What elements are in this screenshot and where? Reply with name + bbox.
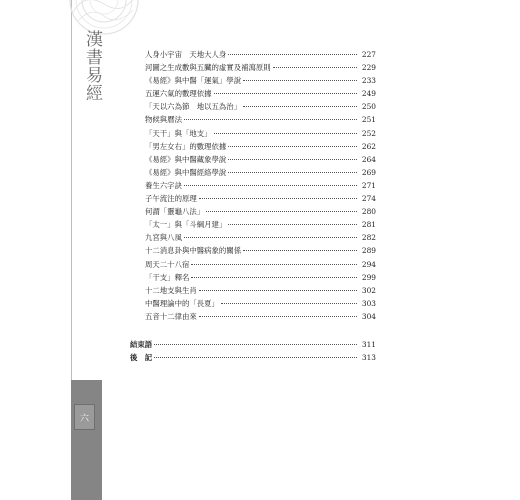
dot-leader bbox=[199, 198, 357, 199]
dot-leader bbox=[199, 290, 357, 291]
toc-entry-page: 250 bbox=[361, 102, 376, 112]
dot-leader bbox=[154, 357, 357, 358]
toc-entry-page: 299 bbox=[361, 272, 376, 282]
toc-entry-page: 302 bbox=[361, 285, 376, 295]
toc-entry bbox=[130, 284, 376, 297]
toc-entry-title: 「太一」與「斗綱月建」 bbox=[145, 220, 227, 230]
toc-entry bbox=[130, 297, 376, 310]
toc-closing-entry bbox=[130, 338, 376, 351]
dot-leader bbox=[206, 211, 357, 212]
toc-entry-title: 何謂「靈龜八法」 bbox=[145, 207, 205, 217]
toc-entry-title: 養生六字訣 bbox=[145, 180, 182, 190]
dot-leader bbox=[228, 172, 357, 173]
toc-entry-title: 結束語 bbox=[130, 339, 153, 349]
page-number-box bbox=[74, 404, 95, 430]
dot-leader bbox=[199, 316, 357, 317]
toc-entry-title: 《易經》與中醫「運氣」學說 bbox=[145, 76, 242, 86]
toc-entry-page: 229 bbox=[361, 63, 376, 73]
toc-entry bbox=[130, 166, 376, 179]
toc-entry bbox=[130, 140, 376, 153]
toc-entry bbox=[130, 100, 376, 113]
toc-entry bbox=[130, 74, 376, 87]
dot-leader bbox=[243, 250, 357, 251]
toc-entry bbox=[130, 153, 376, 166]
toc-entry-title: 「天干」與「地支」 bbox=[145, 128, 212, 138]
toc-entry-page: 252 bbox=[361, 128, 376, 138]
toc-entry-page: 269 bbox=[361, 167, 376, 177]
dot-leader bbox=[228, 159, 357, 160]
toc-entry-title: 「男左女右」的數理依據 bbox=[145, 141, 227, 151]
dot-leader bbox=[184, 119, 357, 120]
toc-entry-title: 十二地支與生肖 bbox=[145, 285, 197, 295]
table-of-contents bbox=[130, 48, 376, 364]
toc-entry bbox=[130, 205, 376, 218]
toc-entry-page: 313 bbox=[361, 353, 376, 363]
toc-entry-title: 「天以六為節 地以五為治」 bbox=[145, 102, 242, 112]
sidebar-gray-strip bbox=[71, 380, 102, 500]
dot-leader bbox=[191, 277, 357, 278]
toc-entry bbox=[130, 310, 376, 323]
toc-entry-page: 251 bbox=[361, 115, 376, 125]
toc-entry-page: 280 bbox=[361, 207, 376, 217]
toc-entry-title: 五運六氣的數理依據 bbox=[145, 89, 212, 99]
toc-entry-title: 人身小宇宙 天地大人身 bbox=[145, 50, 227, 59]
dot-leader bbox=[228, 224, 357, 225]
toc-entry-title: 《易經》與中醫藏象學說 bbox=[145, 154, 227, 164]
toc-entry-page: 227 bbox=[361, 50, 376, 59]
toc-entry-title: 《易經》與中醫經絡學說 bbox=[145, 167, 227, 177]
dot-leader bbox=[273, 67, 357, 68]
toc-entry-page: 264 bbox=[361, 154, 376, 164]
toc-entry bbox=[130, 127, 376, 140]
toc-entry bbox=[130, 87, 376, 100]
toc-closing-entry bbox=[130, 351, 376, 364]
toc-entry bbox=[130, 179, 376, 192]
toc-entry-title: 五音十二律由來 bbox=[145, 311, 197, 321]
toc-entry-title: 河圖之生成數與五臟的虛實及補瀉原則 bbox=[145, 63, 271, 73]
toc-entry bbox=[130, 48, 376, 61]
decorative-medallion-icon bbox=[63, 0, 145, 42]
toc-entry-page: 249 bbox=[361, 89, 376, 99]
toc-entry bbox=[130, 61, 376, 74]
toc-entry-page: 294 bbox=[361, 259, 376, 269]
dot-leader bbox=[228, 54, 357, 55]
toc-entry-page: 311 bbox=[361, 339, 376, 349]
toc-entry-title: 九宮與八風 bbox=[145, 233, 182, 243]
series-title: 漢書易經 bbox=[82, 30, 102, 102]
toc-section-gap bbox=[130, 323, 376, 338]
toc-entry-title: 後 記 bbox=[130, 353, 153, 363]
toc-entry bbox=[130, 218, 376, 231]
dot-leader bbox=[184, 185, 357, 186]
toc-entry-page: 233 bbox=[361, 76, 376, 86]
toc-entry-title: 「干支」釋名 bbox=[145, 272, 190, 282]
dot-leader bbox=[184, 237, 357, 238]
toc-entry bbox=[130, 271, 376, 284]
toc-entry-title: 周天二十八宿 bbox=[145, 259, 190, 269]
toc-entry-page: 281 bbox=[361, 220, 376, 230]
toc-entry-title: 物候與曆法 bbox=[145, 115, 182, 125]
page-number: 六 bbox=[79, 413, 89, 424]
toc-entry bbox=[130, 231, 376, 244]
toc-entry bbox=[130, 258, 376, 271]
toc-entry-title: 中醫理論中的「長夏」 bbox=[145, 298, 219, 308]
toc-entry bbox=[130, 244, 376, 257]
toc-entry-page: 274 bbox=[361, 194, 376, 204]
dot-leader bbox=[214, 133, 357, 134]
dot-leader bbox=[228, 146, 357, 147]
toc-entry-title: 子午流注的原理 bbox=[145, 194, 197, 204]
dot-leader bbox=[243, 80, 357, 81]
toc-entry-page: 289 bbox=[361, 246, 376, 256]
dot-leader bbox=[154, 344, 357, 345]
toc-entry-page: 304 bbox=[361, 311, 376, 321]
dot-leader bbox=[221, 303, 357, 304]
dot-leader bbox=[214, 93, 357, 94]
dot-leader bbox=[243, 106, 357, 107]
toc-entry-page: 303 bbox=[361, 298, 376, 308]
toc-entry-page: 282 bbox=[361, 233, 376, 243]
toc-entry bbox=[130, 192, 376, 205]
toc-entry bbox=[130, 113, 376, 126]
dot-leader bbox=[191, 264, 357, 265]
toc-entry-page: 271 bbox=[361, 180, 376, 190]
toc-entry-page: 262 bbox=[361, 141, 376, 151]
toc-entry-title: 十二消息卦與中醫病象的關係 bbox=[145, 246, 242, 256]
